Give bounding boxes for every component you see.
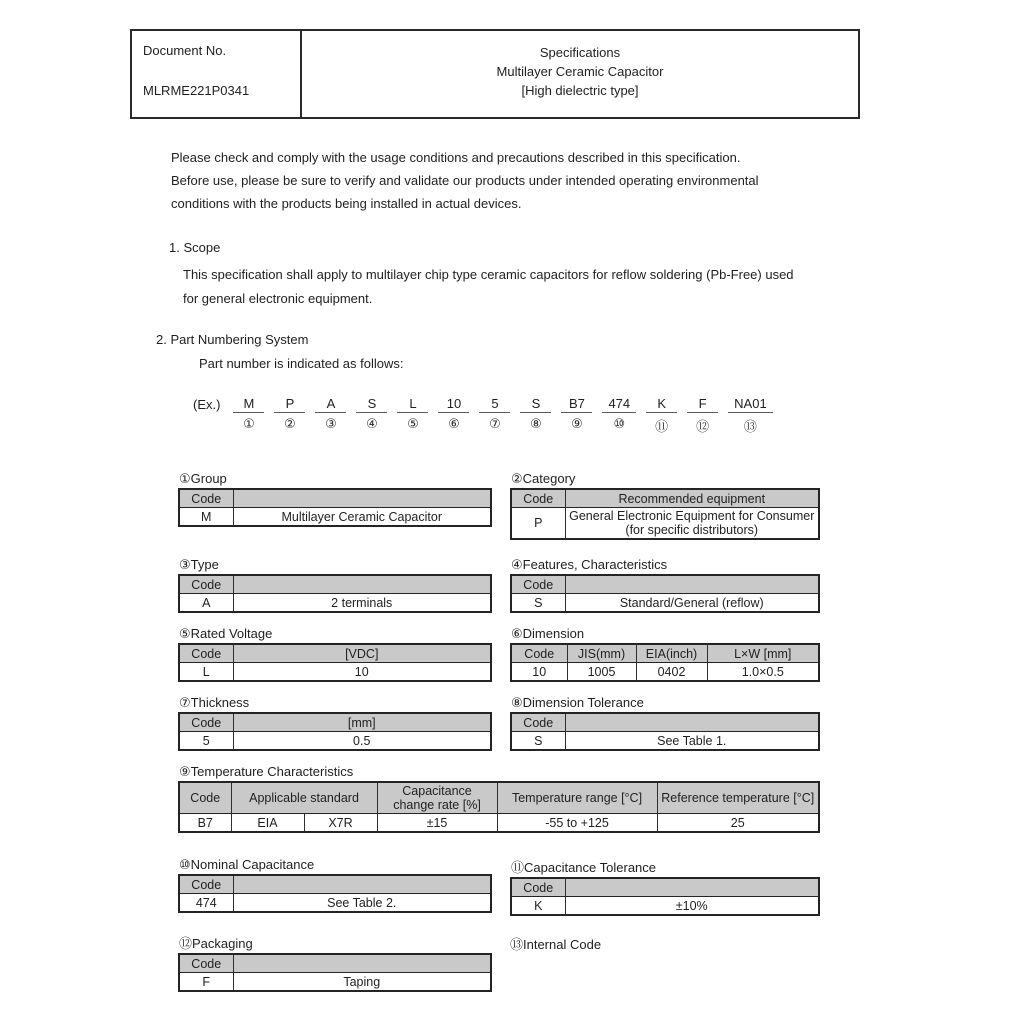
table-cell: Taping: [233, 973, 491, 992]
part-segment-index: ④: [366, 416, 378, 431]
part-segment-code: NA01: [728, 396, 773, 413]
part-segment-index: ⑥: [448, 416, 460, 431]
table-header-cell: Code: [179, 875, 233, 894]
part-segment-code: A: [315, 396, 346, 413]
example-label: (Ex.): [193, 397, 221, 412]
part-segment-index: ①: [243, 416, 255, 431]
part-segment-code: M: [233, 396, 264, 413]
nominal-capacitance-table: [178, 874, 492, 913]
type-table-block: [178, 557, 492, 613]
document-number-label: Document No.: [143, 43, 227, 58]
part-segment: [646, 396, 677, 435]
table-header-cell: Code: [179, 575, 233, 594]
table-cell: 5: [179, 732, 233, 751]
table-header-cell: L×W [mm]: [707, 644, 819, 663]
table-cell: A: [179, 594, 233, 613]
temperature-table-title: ⑨Temperature Characteristics: [179, 764, 354, 779]
table-cell: Multilayer Ceramic Capacitor: [233, 508, 491, 527]
packaging-table: [178, 953, 492, 992]
part-segment-index: ③: [325, 416, 337, 431]
part-segment-code: S: [520, 396, 551, 413]
capacitance-tolerance-table-block: [510, 857, 820, 916]
table-header-cell: [565, 878, 819, 897]
part-segment: [561, 396, 592, 432]
part-segment: [356, 396, 387, 432]
part-segment-index: ⑦: [489, 416, 501, 431]
group-table-block: [178, 471, 492, 527]
scope-heading: 1. Scope: [169, 240, 221, 255]
group-table-title: ①Group: [179, 471, 227, 486]
table-header-cell: Temperature range [°C]: [497, 782, 657, 814]
table-header-cell: [233, 575, 491, 594]
capacitance-tolerance-table-title: ⑪Capacitance Tolerance: [511, 860, 657, 875]
document-number-cell: [132, 31, 302, 117]
category-table: [510, 488, 820, 540]
part-numbering-subheading: Part number is indicated as follows:: [199, 356, 404, 371]
table-cell: 0.5: [233, 732, 491, 751]
table-header-cell: Code: [511, 489, 565, 508]
table-header-cell: Code: [179, 713, 233, 732]
part-segment-index: ⑩: [613, 416, 626, 431]
rated-voltage-table-block: [178, 626, 492, 682]
table-header-cell: Recommended equipment: [565, 489, 819, 508]
table-cell: Standard/General (reflow): [565, 594, 819, 613]
table-cell: 1005: [567, 663, 636, 682]
rated-voltage-table: [178, 643, 492, 682]
group-table: [178, 488, 492, 527]
thickness-table-title: ⑦Thickness: [179, 695, 250, 710]
part-segment-code: S: [356, 396, 387, 413]
features-table-title: ④Features, Characteristics: [511, 557, 668, 572]
table-cell: 25: [657, 814, 819, 833]
document-header-box: [130, 29, 860, 119]
table-cell: ±10%: [565, 897, 819, 916]
capacitance-tolerance-table: [510, 877, 820, 916]
part-segment: [728, 396, 773, 435]
part-segment: [397, 396, 428, 432]
table-cell: ±15: [377, 814, 497, 833]
intro-line1: Please check and comply with the usage conditions and precautions described in this specification.: [171, 150, 741, 165]
table-header-cell: Code: [179, 782, 231, 814]
table-header-cell: [233, 954, 491, 973]
table-cell: S: [511, 594, 565, 613]
table-header-cell: [565, 575, 819, 594]
table-header-cell: JIS(mm): [567, 644, 636, 663]
category-table-block: [510, 471, 820, 540]
part-segment-index: ⑨: [571, 416, 583, 431]
table-header-cell: [VDC]: [233, 644, 491, 663]
part-segment-code: 474: [602, 396, 636, 413]
temperature-table-block: [178, 764, 820, 833]
table-cell: X7R: [304, 814, 377, 833]
part-segment-code: L: [397, 396, 428, 413]
scope-body-line1: This specification shall apply to multilayer chip type ceramic capacitors for reflow soldering (Pb-Free) used: [183, 267, 794, 282]
features-table: [510, 574, 820, 613]
temperature-table: [178, 781, 820, 833]
type-table: [178, 574, 492, 613]
part-segment: [438, 396, 469, 432]
dimension-table-block: [510, 626, 820, 682]
table-cell: -55 to +125: [497, 814, 657, 833]
table-cell: 10: [511, 663, 567, 682]
part-segment-index: ⑤: [407, 416, 419, 431]
table-header-cell: Code: [179, 489, 233, 508]
type-table-title: ③Type: [179, 557, 219, 572]
table-header-cell: Applicable standard: [231, 782, 377, 814]
table-cell: 2 terminals: [233, 594, 491, 613]
category-table-title: ②Category: [511, 471, 576, 486]
part-segment-code: B7: [561, 396, 592, 413]
dimension-tolerance-table: [510, 712, 820, 751]
table-cell: F: [179, 973, 233, 992]
dimension-table: [510, 643, 820, 682]
dimension-tolerance-table-block: [510, 695, 820, 751]
nominal-capacitance-table-title: ⑩Nominal Capacitance: [179, 857, 315, 872]
part-segment: [520, 396, 551, 432]
dimension-tolerance-table-title: ⑧Dimension Tolerance: [511, 695, 644, 710]
table-cell: 1.0×0.5: [707, 663, 819, 682]
part-segment: [315, 396, 346, 432]
packaging-table-title: ⑫Packaging: [179, 936, 253, 951]
nominal-capacitance-table-block: [178, 857, 492, 913]
document-number-value: MLRME221P0341: [143, 83, 250, 98]
table-cell: M: [179, 508, 233, 527]
part-segment-code: 5: [479, 396, 510, 413]
table-cell: See Table 1.: [565, 732, 819, 751]
part-segment-index: ⑧: [530, 416, 542, 431]
scope-body-line2: for general electronic equipment.: [183, 291, 373, 306]
rated-voltage-table-title: ⑤Rated Voltage: [179, 626, 273, 641]
table-cell: 10: [233, 663, 491, 682]
table-header-cell: Code: [511, 575, 565, 594]
document-title-line3: [High dielectric type]: [521, 83, 639, 98]
internal-code-label: ⑬Internal Code: [510, 937, 602, 952]
table-header-cell: [233, 875, 491, 894]
table-cell: P: [511, 508, 565, 540]
part-segment-index: ⑪: [655, 419, 669, 434]
table-header-cell: Reference temperature [°C]: [657, 782, 819, 814]
document-title-line2: Multilayer Ceramic Capacitor: [496, 64, 664, 79]
thickness-table-block: [178, 695, 492, 751]
table-header-cell: EIA(inch): [636, 644, 707, 663]
intro-line3: conditions with the products being installed in actual devices.: [171, 196, 522, 211]
table-header-cell: [233, 489, 491, 508]
intro-line2: Before use, please be sure to verify and validate our products under intended operating environmental: [171, 173, 759, 188]
part-segment: [479, 396, 510, 432]
table-header-cell: Code: [511, 713, 565, 732]
part-segment-index: ②: [284, 416, 296, 431]
dimension-table-title: ⑥Dimension: [511, 626, 585, 641]
part-segment: [274, 396, 305, 432]
part-segment-code: K: [646, 396, 677, 413]
features-table-block: [510, 557, 820, 613]
part-segment: [233, 396, 264, 432]
table-header-cell: [mm]: [233, 713, 491, 732]
table-header-cell: Code: [511, 878, 565, 897]
table-header-cell: Code: [179, 954, 233, 973]
table-cell: B7: [179, 814, 231, 833]
part-segment-code: F: [687, 396, 718, 413]
table-header-cell: [565, 713, 819, 732]
document-title-cell: [302, 31, 858, 117]
part-number-example-row: [193, 396, 783, 435]
table-cell: L: [179, 663, 233, 682]
table-cell: General Electronic Equipment for Consumer (for specific distributors): [565, 508, 819, 540]
table-cell: See Table 2.: [233, 894, 491, 913]
part-segment-index: ⑫: [696, 419, 710, 434]
table-cell: EIA: [231, 814, 304, 833]
scope-body: [183, 263, 794, 311]
packaging-table-block: [178, 933, 492, 992]
part-segment-code: 10: [438, 396, 469, 413]
table-header-cell: Code: [179, 644, 233, 663]
table-cell: K: [511, 897, 565, 916]
thickness-table: [178, 712, 492, 751]
part-numbering-heading: 2. Part Numbering System: [156, 332, 309, 347]
part-segment: [602, 396, 636, 432]
part-segment-index: ⑬: [743, 419, 757, 434]
table-header-cell: Code: [511, 644, 567, 663]
part-segment-code: P: [274, 396, 305, 413]
part-segment: [687, 396, 718, 435]
table-header-cell: Capacitance change rate [%]: [377, 782, 497, 814]
document-title-line1: Specifications: [539, 45, 621, 60]
table-cell: 474: [179, 894, 233, 913]
intro-paragraph: [171, 146, 759, 215]
table-cell: 0402: [636, 663, 707, 682]
table-cell: S: [511, 732, 565, 751]
